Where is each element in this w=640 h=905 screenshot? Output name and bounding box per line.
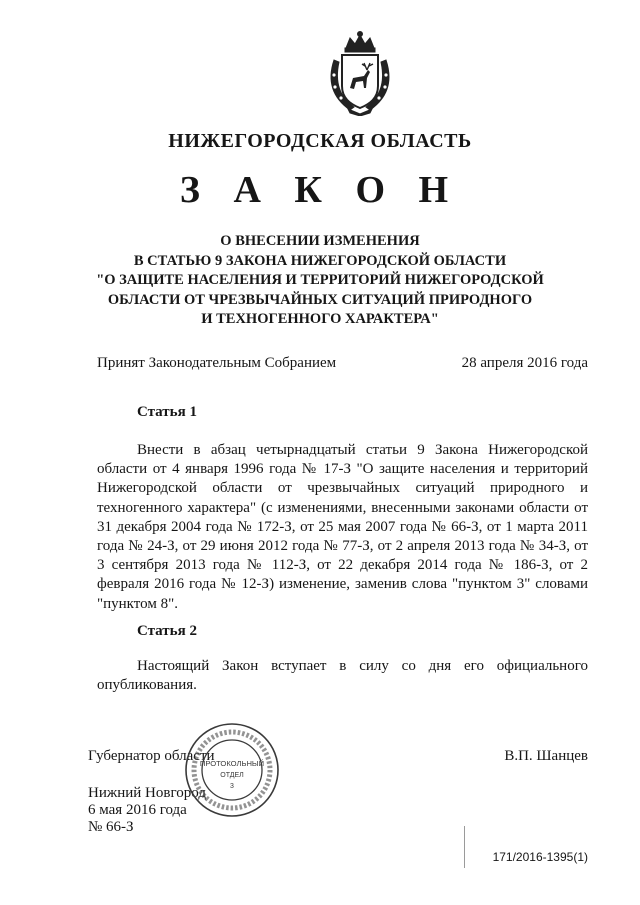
seal-line-1: ПРОТОКОЛЬНЫЙ [199,759,265,768]
seal-line-2: ОТДЕЛ [220,772,244,779]
article-1-heading: Статья 1 [137,404,197,420]
signatory-position: Губернатор области [88,748,215,764]
signatory-name: В.П. Шанцев [504,748,588,764]
caption-line: В СТАТЬЮ 9 ЗАКОНА НИЖЕГОРОДСКОЙ ОБЛАСТИ [133,252,507,269]
coat-of-arms-icon [320,30,400,116]
signing-place: Нижний Новгород [88,785,206,801]
caption-line: О ВНЕСЕНИИ ИЗМЕНЕНИЯ [220,233,420,249]
document-type: З А К О Н [179,169,461,211]
caption-line: ОБЛАСТИ ОТ ЧРЕЗВЫЧАЙНЫХ СИТУАЦИЙ ПРИРОДНОГО [107,291,533,308]
adoption-date: 28 апреля 2016 года [461,355,588,371]
article-2-text: Настоящий Закон вступает в силу со дня его официального опубликования. [97,658,588,694]
caption-line: "О ЗАЩИТЕ НАСЕЛЕНИЯ И ТЕРРИТОРИЙ НИЖЕГОРОДСКОЙ [96,272,544,288]
law-caption [60,232,580,330]
caption-line: И ТЕХНОГЕННОГО ХАРАКТЕРА" [201,311,439,327]
signing-date: 6 мая 2016 года [88,802,187,818]
seal-line-3: 3 [230,783,234,790]
article-1-text: Внести в абзац четырнадцатый статьи 9 Закона Нижегородской области от 4 января 1996 года № 17-З "О защите населения и территорий Нижегородской области от чрезвычайных ситуаций природного и техногенного характера" (с изменениями, внесенными законами области от 31 декабря 2004 года № 172-З, от 25 мая 2007 года № 66-З, от 1 марта 2011 года № 24-З, от 29 июня 2012 года № 77-З, от 2 апреля 2013 года № 34-З, от 3 сентября 2013 года № 112-З, от 22 декабря 2014 года № 186-З, от 2 февраля 2016 года № 12-З) изменение, заменив слова "пунктом 3" словами "пунктом 8". [97,442,588,612]
official-seal-icon [184,722,280,818]
law-number: № 66-З [88,819,134,835]
registration-number: 171/2016-1395(1) [492,850,588,864]
divider-line [464,826,465,868]
adopted-by: Принят Законодательным Собранием [97,355,337,371]
region-title: НИЖЕГОРОДСКАЯ ОБЛАСТЬ [168,130,472,152]
article-2-heading: Статья 2 [137,623,197,639]
